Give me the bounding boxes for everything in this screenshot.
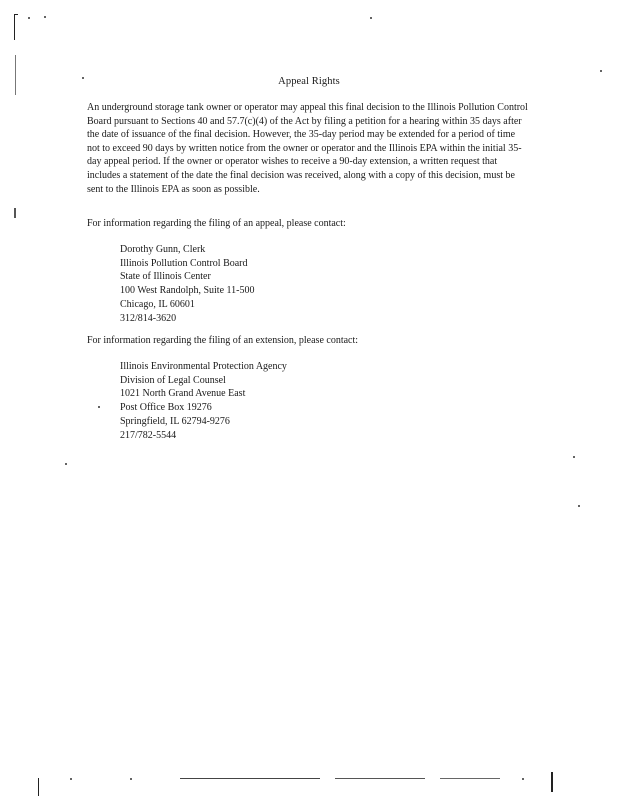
scan-artifact-bottom-line <box>180 778 320 779</box>
scan-dot <box>44 16 46 18</box>
address-line: Division of Legal Counsel <box>120 374 226 386</box>
appeal-contact-intro: For information regarding the filing of an appeal, please contact: <box>87 218 346 229</box>
scan-artifact-left-mark <box>14 208 16 218</box>
address-line: 100 West Randolph, Suite 11-500 <box>120 285 255 297</box>
scan-artifact-left-tick <box>14 14 18 15</box>
address-line: State of Illinois Center <box>120 271 211 283</box>
page-title-text: Appeal Rights <box>278 76 340 87</box>
address-line: Illinois Environmental Protection Agency <box>120 361 287 372</box>
scan-dot <box>522 778 524 780</box>
scan-artifact-left-bracket <box>14 14 15 40</box>
scan-artifact-left-line <box>15 55 16 95</box>
scan-dot <box>98 406 100 408</box>
scan-dot <box>573 456 575 458</box>
scan-artifact-bottom-right <box>551 772 553 792</box>
extension-contact-intro: For information regarding the filing of an extension, please contact: <box>87 335 359 346</box>
page-title <box>0 76 618 87</box>
address-line: Post Office Box 19276 <box>120 402 212 414</box>
scan-artifact-bottom-line-3 <box>440 778 500 779</box>
scan-dot <box>28 17 30 19</box>
phone-line: 217/782-5544 <box>120 429 177 441</box>
address-line: Springfield, IL 62794-9276 <box>120 415 230 427</box>
scan-dot <box>578 505 580 507</box>
scan-dot <box>130 778 132 780</box>
appeal-rights-paragraph: An underground storage tank owner or operator may appeal this final decision to the Illinois Pollution Control Board pursuant to Sections 40 and 57.7(c)(4) of the Act by filing a petition for a hearing within 35 days after the date of issuance of the final decision. However, the 35-day period may be extended for a period of time not to exceed 90 days by written notice from the owner or operator and the Illinois EPA within the initial 35-day appeal period. If the owner or operator wishes to receive a 90-day extension, a written request that includes a statement of the date the final decision was received, along with a copy of this decision, must be sent to the Illinois EPA as soon as possible. <box>87 102 528 195</box>
scan-dot <box>65 463 67 465</box>
scan-dot <box>70 778 72 780</box>
scan-dot <box>370 17 372 19</box>
scan-artifact-bottom-left <box>38 778 39 796</box>
scan-dot <box>600 70 602 72</box>
extension-contact-address <box>120 360 287 442</box>
address-line: 1021 North Grand Avenue East <box>120 388 246 400</box>
scan-artifact-bottom-line-2 <box>335 778 425 779</box>
address-line: Dorothy Gunn, Clerk <box>120 244 206 255</box>
phone-line: 312/814-3620 <box>120 312 177 324</box>
address-line: Chicago, IL 60601 <box>120 298 195 310</box>
address-line: Illinois Pollution Control Board <box>120 257 248 269</box>
appeal-contact-address <box>120 243 254 325</box>
